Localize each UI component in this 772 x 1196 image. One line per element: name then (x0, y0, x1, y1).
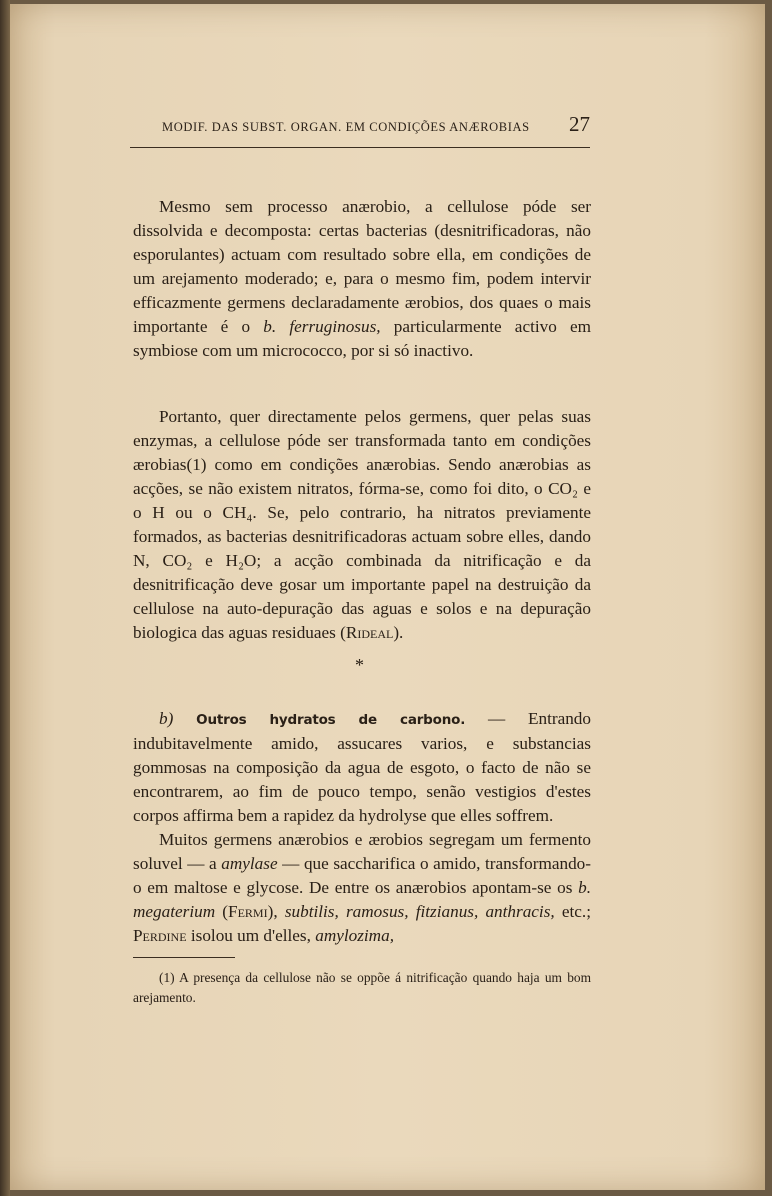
species-name: subtilis, ramosus, fitzianus, anthracis, (284, 902, 555, 921)
footnote (133, 968, 591, 1008)
paragraph-text: ( (215, 902, 229, 921)
section-heading: Outros hydratos de carbono. (196, 712, 466, 728)
running-head: MODIF. DAS SUBST. ORGAN. EM CONDIÇÕES ANÆROBIAS (162, 120, 530, 134)
book-spine-edge (0, 0, 10, 1196)
paragraph-text: Muitos germens anærobios e ærobios segregam um fermento soluvel — a (133, 830, 591, 873)
paragraph-text: ), (267, 902, 285, 921)
author-citation: Fermi (228, 902, 268, 921)
paragraph-text: particularmente activo em symbiose com um micrococco, por si só inactivo. (133, 317, 592, 360)
paragraph-text: — Entrando indubitavelmente amido, assucares varios, e substancias gommosas na composição da agua de esgoto, o facto de não se encontrarem, ao fim de pouco tempo, senão vestigios d'estes corpos affirma bem a rapidez da hydrolyse que elles soffrem. (133, 709, 591, 825)
paragraph-3 (133, 707, 591, 948)
paragraph-text: etc.; (554, 902, 591, 921)
footnote-rule (133, 957, 235, 958)
author-citation: Rideal (345, 623, 394, 642)
footnote-text: (1) A presença da cellulose não se oppõe á nitrificação quando haja um bom arejamento. (133, 970, 591, 1005)
paragraph-text: ). (393, 623, 404, 642)
paragraph-text: — que saccharifica o amido, transformando-o em maltose e glycose. De entre os anærobios apontam-se os (133, 854, 591, 897)
paragraph-1 (133, 195, 591, 363)
species-name: b. ferruginosus, (263, 317, 381, 336)
section-separator: * (355, 655, 364, 675)
species-name: b. megaterium (133, 878, 591, 921)
page-header (162, 112, 590, 144)
section-label: b) (159, 709, 174, 728)
header-rule (130, 147, 590, 148)
footnote-reference[interactable]: (1) (186, 455, 207, 474)
paragraph-text: Portanto, quer directamente pelos germens, quer pelas suas enzymas, a cellulose póde ser transformada tanto em condições ærobias (133, 407, 591, 474)
enzyme-name: amylase (221, 854, 278, 873)
page-number: 27 (569, 112, 590, 136)
paragraph-text: Mesmo sem processo anærobio, a cellulose póde ser dissolvida e decomposta: certas bacterias (desnitrificadoras, não esporulantes) actuam com resultado sobre ella, em condições de um arejamento moderado; e, para o mesmo fim, podem intervir efficazmente germens declaradamente ærobios, dos quaes o mais importante é o (133, 197, 591, 336)
paragraph-2 (133, 405, 591, 645)
paragraph-text: isolou um d'elles, (186, 926, 316, 945)
species-name: amylozima, (315, 926, 394, 945)
paragraph-text: como em condições anærobias. Sendo anærobias as acções, se não existem nitratos, fórma-se, como foi dito, o CO₂ e o H ou o CH₄. Se, pelo contrario, ha nitratos previamente formados, as bacterias desnitrificadoras actuam sobre elles, dando N, CO₂ e H₂O; a acção combinada da nitrificação e da desnitrificação deve gosar um importante papel na destruição da cellulose na auto-depuração das aguas e solos e na depuração biologica das aguas residuaes ( (133, 455, 591, 642)
author-citation: Perdine (133, 926, 187, 945)
